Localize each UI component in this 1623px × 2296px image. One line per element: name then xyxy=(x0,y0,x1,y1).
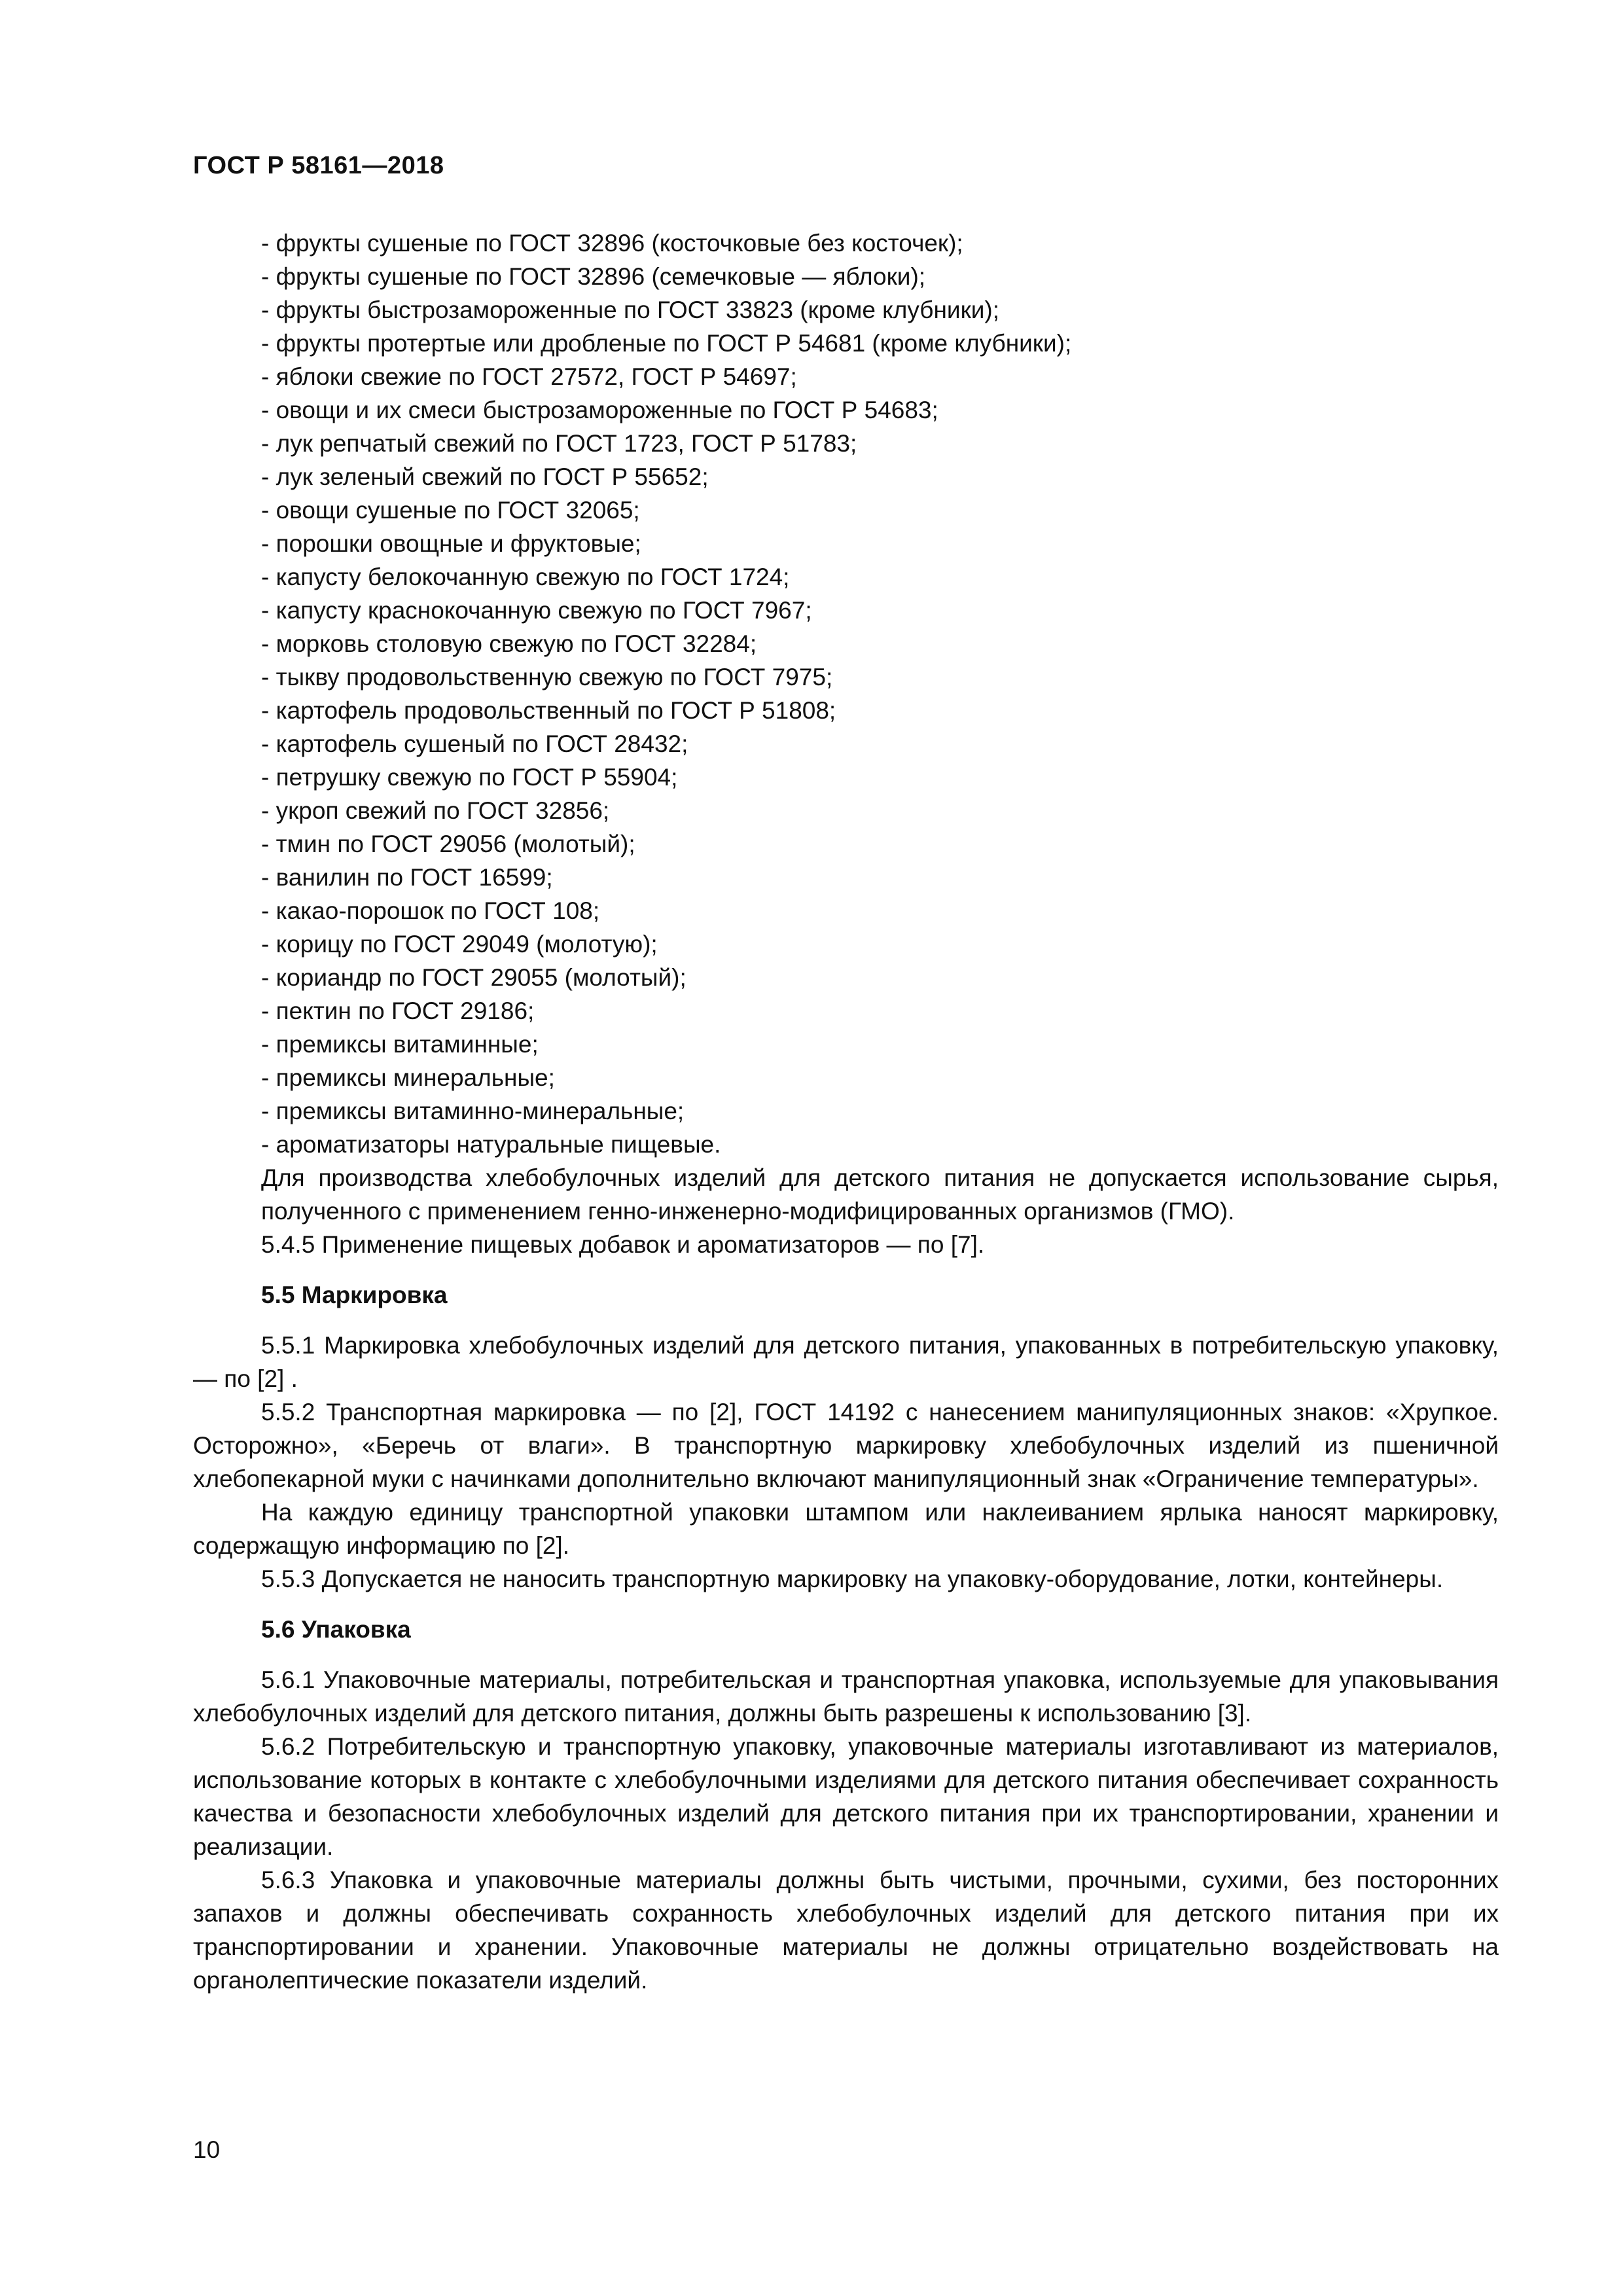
paragraph-5-6-1: 5.6.1 Упаковочные материалы, потребительская и транспортная упаковка, используемые для упаковывания хлебобулочных изделий для детского питания, должны быть разрешены к использованию [3]. xyxy=(193,1666,1499,1727)
document-header: ГОСТ Р 58161—2018 xyxy=(193,152,444,179)
list-item: - ванилин по ГОСТ 16599; xyxy=(261,864,553,891)
list-item: - фрукты сушеные по ГОСТ 32896 (косточковые без косточек); xyxy=(261,230,963,257)
document-body xyxy=(193,226,1499,1997)
list-item: - лук репчатый свежий по ГОСТ 1723, ГОСТ Р 51783; xyxy=(261,430,857,457)
list-item: - порошки овощные и фруктовые; xyxy=(261,530,641,557)
list-item: - фрукты протертые или дробленые по ГОСТ Р 54681 (кроме клубники); xyxy=(261,330,1072,357)
paragraph-5-4-5: 5.4.5 Применение пищевых добавок и ароматизаторов — по [7]. xyxy=(261,1231,985,1258)
page-number: 10 xyxy=(193,2136,221,2163)
list-item: - яблоки свежие по ГОСТ 27572, ГОСТ Р 54697; xyxy=(261,363,797,390)
paragraph-5-5-2: 5.5.2 Транспортная маркировка — по [2], ГОСТ 14192 с нанесением манипуляционных знаков: «Хрупкое. Осторожно», «Беречь от влаги». В транспортную маркировку хлебобулочных изделий из пшеничной хлебопекарной муки с начинками дополнительно включают манипуляционный знак «Ограничение температуры». xyxy=(193,1399,1499,1492)
list-item: - какао-порошок по ГОСТ 108; xyxy=(261,897,600,924)
list-item: - укроп свежий по ГОСТ 32856; xyxy=(261,797,610,824)
raw-materials-list xyxy=(193,226,1499,1161)
list-item: - ароматизаторы натуральные пищевые. xyxy=(261,1131,721,1158)
list-item: - петрушку свежую по ГОСТ Р 55904; xyxy=(261,764,678,791)
section-heading-5-5: 5.5 Маркировка xyxy=(261,1282,448,1308)
gmo-paragraph-text: Для производства хлебобулочных изделий для детского питания не допускается использование сырья, полученного с применением генно-инженерно-модифицированных организмов (ГМО). xyxy=(261,1164,1499,1225)
list-item: - овощи сушеные по ГОСТ 32065; xyxy=(261,497,640,524)
list-item: - премиксы витаминные; xyxy=(261,1031,539,1058)
list-item: - лук зеленый свежий по ГОСТ Р 55652; xyxy=(261,463,709,490)
paragraph-5-5-1: 5.5.1 Маркировка хлебобулочных изделий для детского питания, упакованных в потребительскую упаковку, — по [2] . xyxy=(193,1332,1499,1392)
paragraph-5-5-3: 5.5.3 Допускается не наносить транспортную маркировку на упаковку-оборудование, лотки, контейнеры. xyxy=(261,1566,1444,1592)
list-item: - фрукты сушеные по ГОСТ 32896 (семечковые — яблоки); xyxy=(261,263,926,290)
list-item: - картофель продовольственный по ГОСТ Р 51808; xyxy=(261,697,836,724)
list-item: - премиксы витаминно-минеральные; xyxy=(261,1098,685,1124)
list-item: - капусту краснокочанную свежую по ГОСТ 7967; xyxy=(261,597,812,624)
list-item: - капусту белокочанную свежую по ГОСТ 1724; xyxy=(261,564,790,590)
list-item: - премиксы минеральные; xyxy=(261,1064,555,1091)
list-item: - тыкву продовольственную свежую по ГОСТ 7975; xyxy=(261,664,833,691)
list-item: - овощи и их смеси быстрозамороженные по ГОСТ Р 54683; xyxy=(261,397,938,423)
paragraph-5-6-3: 5.6.3 Упаковка и упаковочные материалы должны быть чистыми, прочными, сухими, без посторонних запахов и должны обеспечивать сохранность хлебобулочных изделий для детского питания при их транспортировании и хранении. Упаковочные материалы не должны отрицательно воздействовать на органолептические показатели изделий. xyxy=(193,1867,1499,1994)
paragraph-stamp-marking: На каждую единицу транспортной упаковки штампом или наклеиванием ярлыка наносят маркировку, содержащую информацию по [2]. xyxy=(193,1499,1499,1559)
list-item: - морковь столовую свежую по ГОСТ 32284; xyxy=(261,630,757,657)
list-item: - картофель сушеный по ГОСТ 28432; xyxy=(261,730,688,757)
list-item: - корицу по ГОСТ 29049 (молотую); xyxy=(261,931,658,958)
gmo-paragraph xyxy=(193,1161,1499,1228)
list-item: - пектин по ГОСТ 29186; xyxy=(261,997,535,1024)
list-item: - фрукты быстрозамороженные по ГОСТ 33823 (кроме клубники); xyxy=(261,296,1000,323)
section-heading-5-6: 5.6 Упаковка xyxy=(261,1616,411,1643)
list-item: - тмин по ГОСТ 29056 (молотый); xyxy=(261,831,635,857)
list-item: - кориандр по ГОСТ 29055 (молотый); xyxy=(261,964,687,991)
paragraph-5-6-2: 5.6.2 Потребительскую и транспортную упаковку, упаковочные материалы изготавливают из материалов, использование которых в контакте с хлебобулочными изделиями для детского питания обеспечивает сохранность качества и безопасности хлебобулочных изделий для детского питания при их транспортировании, хранении и реализации. xyxy=(193,1733,1499,1860)
